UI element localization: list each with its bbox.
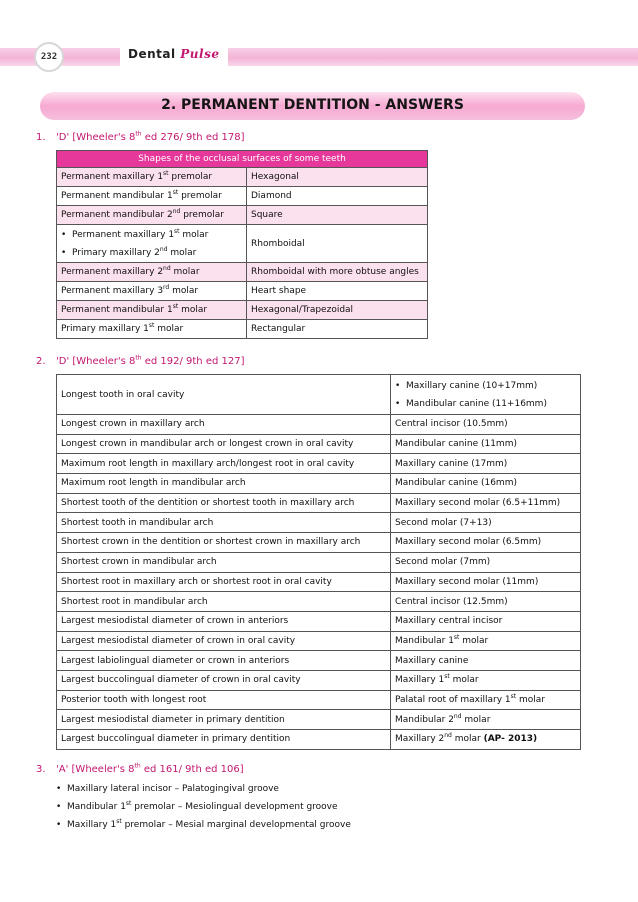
table-row (57, 187, 428, 206)
answer-cell: Maxillary second molar (6.5+11mm) (391, 493, 581, 513)
answer-cell: Maxillary central incisor (391, 611, 581, 631)
table-row (57, 670, 581, 690)
q3-ref-sup: th (134, 762, 141, 770)
table-row (57, 631, 581, 651)
question-cell: Largest mesiodistal diameter of crown in oral cavity (57, 631, 391, 651)
answer-cell: Mandibular 2nd molar (391, 710, 581, 730)
q1-ref-post: ed 276/ 9th ed 178] (141, 132, 245, 143)
question-cell: Largest mesiodistal diameter in primary dentition (57, 710, 391, 730)
table-row (57, 651, 581, 671)
shape-cell: Heart shape (247, 282, 428, 301)
q1-ref-pre: [Wheeler's 8 (72, 132, 136, 143)
table-row (57, 592, 581, 612)
table-row (57, 690, 581, 710)
answer-cell: Mandibular 1st molar (391, 631, 581, 651)
q2-answer: 'D' (56, 356, 70, 367)
shape-cell: Diamond (247, 187, 428, 206)
list-item: • Maxillary lateral incisor – Palatogingival groove (56, 780, 351, 798)
table-row (57, 301, 428, 320)
brand-script: Pulse (180, 47, 220, 61)
answer-cell: Maxillary 1st molar (391, 670, 581, 690)
answer-cell: Second molar (7mm) (391, 552, 581, 572)
list-item: • Maxillary 1st premolar – Mesial marginal developmental groove (56, 816, 351, 834)
table-row (57, 168, 428, 187)
question-cell: Shortest root in mandibular arch (57, 592, 391, 612)
table-title: Shapes of the occlusal surfaces of some teeth (57, 151, 428, 168)
tooth-cell: Permanent maxillary 3rd molar (57, 282, 247, 301)
question-cell: Largest mesiodistal diameter of crown in anteriors (57, 611, 391, 631)
table-row (57, 282, 428, 301)
table-row (57, 434, 581, 454)
answer-cell: Maxillary canine (17mm) (391, 454, 581, 474)
list-item: • Mandibular 1st premolar – Mesiolingual development groove (56, 798, 351, 816)
question-cell: Longest tooth in oral cavity (57, 375, 391, 415)
tooth-cell: Permanent mandibular 2nd premolar (57, 206, 247, 225)
q1-answer: 'D' (56, 132, 70, 143)
tooth-cell: Permanent mandibular 1st molar (57, 301, 247, 320)
table-row (57, 611, 581, 631)
table-row (57, 533, 581, 553)
table-row (57, 474, 581, 494)
brand-word: Dental (128, 47, 176, 61)
question-cell: Longest crown in maxillary arch (57, 415, 391, 435)
answer-cell: Central incisor (12.5mm) (391, 592, 581, 612)
list-item: • Permanent maxillary 1st molar (61, 226, 242, 244)
tooth-cell: Primary maxillary 1st molar (57, 320, 247, 339)
question-cell: Shortest tooth of the dentition or shortest tooth in maxillary arch (57, 493, 391, 513)
answer-cell (391, 375, 581, 415)
q2-ref-post: ed 192/ 9th ed 127] (141, 356, 245, 367)
q2-number: 2. (36, 356, 46, 367)
q1-number: 1. (36, 132, 46, 143)
table-row (57, 710, 581, 730)
question-cell: Largest buccolingual diameter in primary dentition (57, 730, 391, 750)
answer-cell: Second molar (7+13) (391, 513, 581, 533)
table-row (57, 206, 428, 225)
table-row (57, 552, 581, 572)
q2-ref-sup: th (135, 354, 142, 362)
question-cell: Shortest tooth in mandibular arch (57, 513, 391, 533)
list-item: • Mandibular canine (11+16mm) (395, 395, 576, 413)
question-cell: Shortest crown in mandibular arch (57, 552, 391, 572)
exam-tag: (AP- 2013) (483, 734, 538, 745)
answer-cell: Maxillary canine (391, 651, 581, 671)
table-row (57, 415, 581, 435)
answer-cell: Maxillary 2nd molar (AP- 2013) (391, 730, 581, 750)
page-number-badge: 232 (34, 42, 64, 72)
shape-cell: Rhomboidal with more obtuse angles (247, 263, 428, 282)
question-cell: Longest crown in mandibular arch or longest crown in oral cavity (57, 434, 391, 454)
header-band (0, 48, 638, 66)
shape-cell: Rectangular (247, 320, 428, 339)
q2-reference (56, 356, 245, 367)
q3-ref-post: ed 161/ 9th ed 106] (140, 764, 244, 775)
q3-number: 3. (36, 764, 46, 775)
q3-groove-list (56, 780, 351, 834)
list-item: • Primary maxillary 2nd molar (61, 244, 242, 262)
question-cell: Shortest root in maxillary arch or shortest root in oral cavity (57, 572, 391, 592)
question-cell: Maximum root length in maxillary arch/longest root in oral cavity (57, 454, 391, 474)
shape-cell: Hexagonal (247, 168, 428, 187)
table-row (57, 513, 581, 533)
q2-ref-pre: [Wheeler's 8 (72, 356, 136, 367)
answer-cell: Maxillary second molar (11mm) (391, 572, 581, 592)
answer-cell: Central incisor (10.5mm) (391, 415, 581, 435)
question-cell: Largest labiolingual diameter or crown in anteriors (57, 651, 391, 671)
table-row (57, 493, 581, 513)
table-row (57, 572, 581, 592)
table-row (57, 263, 428, 282)
list-item: • Maxillary canine (10+17mm) (395, 377, 576, 395)
question-cell: Posterior tooth with longest root (57, 690, 391, 710)
tooth-cell: Permanent mandibular 1st premolar (57, 187, 247, 206)
question-cell: Maximum root length in mandibular arch (57, 474, 391, 494)
question-cell: Largest buccolingual diameter of crown in oral cavity (57, 670, 391, 690)
q3-reference (56, 764, 244, 775)
brand-logo (128, 47, 219, 61)
table-row (57, 225, 428, 263)
table-row (57, 320, 428, 339)
shape-cell: Square (247, 206, 428, 225)
answer-cell: Palatal root of maxillary 1st molar (391, 690, 581, 710)
tooth-cell (57, 225, 247, 263)
occlusal-shapes-table (56, 150, 428, 339)
page-header (0, 38, 638, 74)
shape-cell: Hexagonal/Trapezoidal (247, 301, 428, 320)
table-row (57, 730, 581, 750)
question-cell: Shortest crown in the dentition or shortest crown in maxillary arch (57, 533, 391, 553)
tooth-dimensions-table (56, 374, 581, 750)
shape-cell: Rhomboidal (247, 225, 428, 263)
table-row (57, 454, 581, 474)
chapter-title: 2. PERMANENT DENTITION - ANSWERS (161, 97, 464, 113)
answer-cell: Mandibular canine (11mm) (391, 434, 581, 454)
q1-ref-sup: th (135, 130, 142, 138)
answer-cell: Maxillary second molar (6.5mm) (391, 533, 581, 553)
tooth-cell: Permanent maxillary 1st premolar (57, 168, 247, 187)
q1-reference (56, 132, 245, 143)
answer-cell: Mandibular canine (16mm) (391, 474, 581, 494)
table-row (57, 375, 581, 415)
q3-ref-pre: [Wheeler's 8 (71, 764, 135, 775)
q3-answer: 'A' (56, 764, 69, 775)
tooth-cell: Permanent maxillary 2nd molar (57, 263, 247, 282)
